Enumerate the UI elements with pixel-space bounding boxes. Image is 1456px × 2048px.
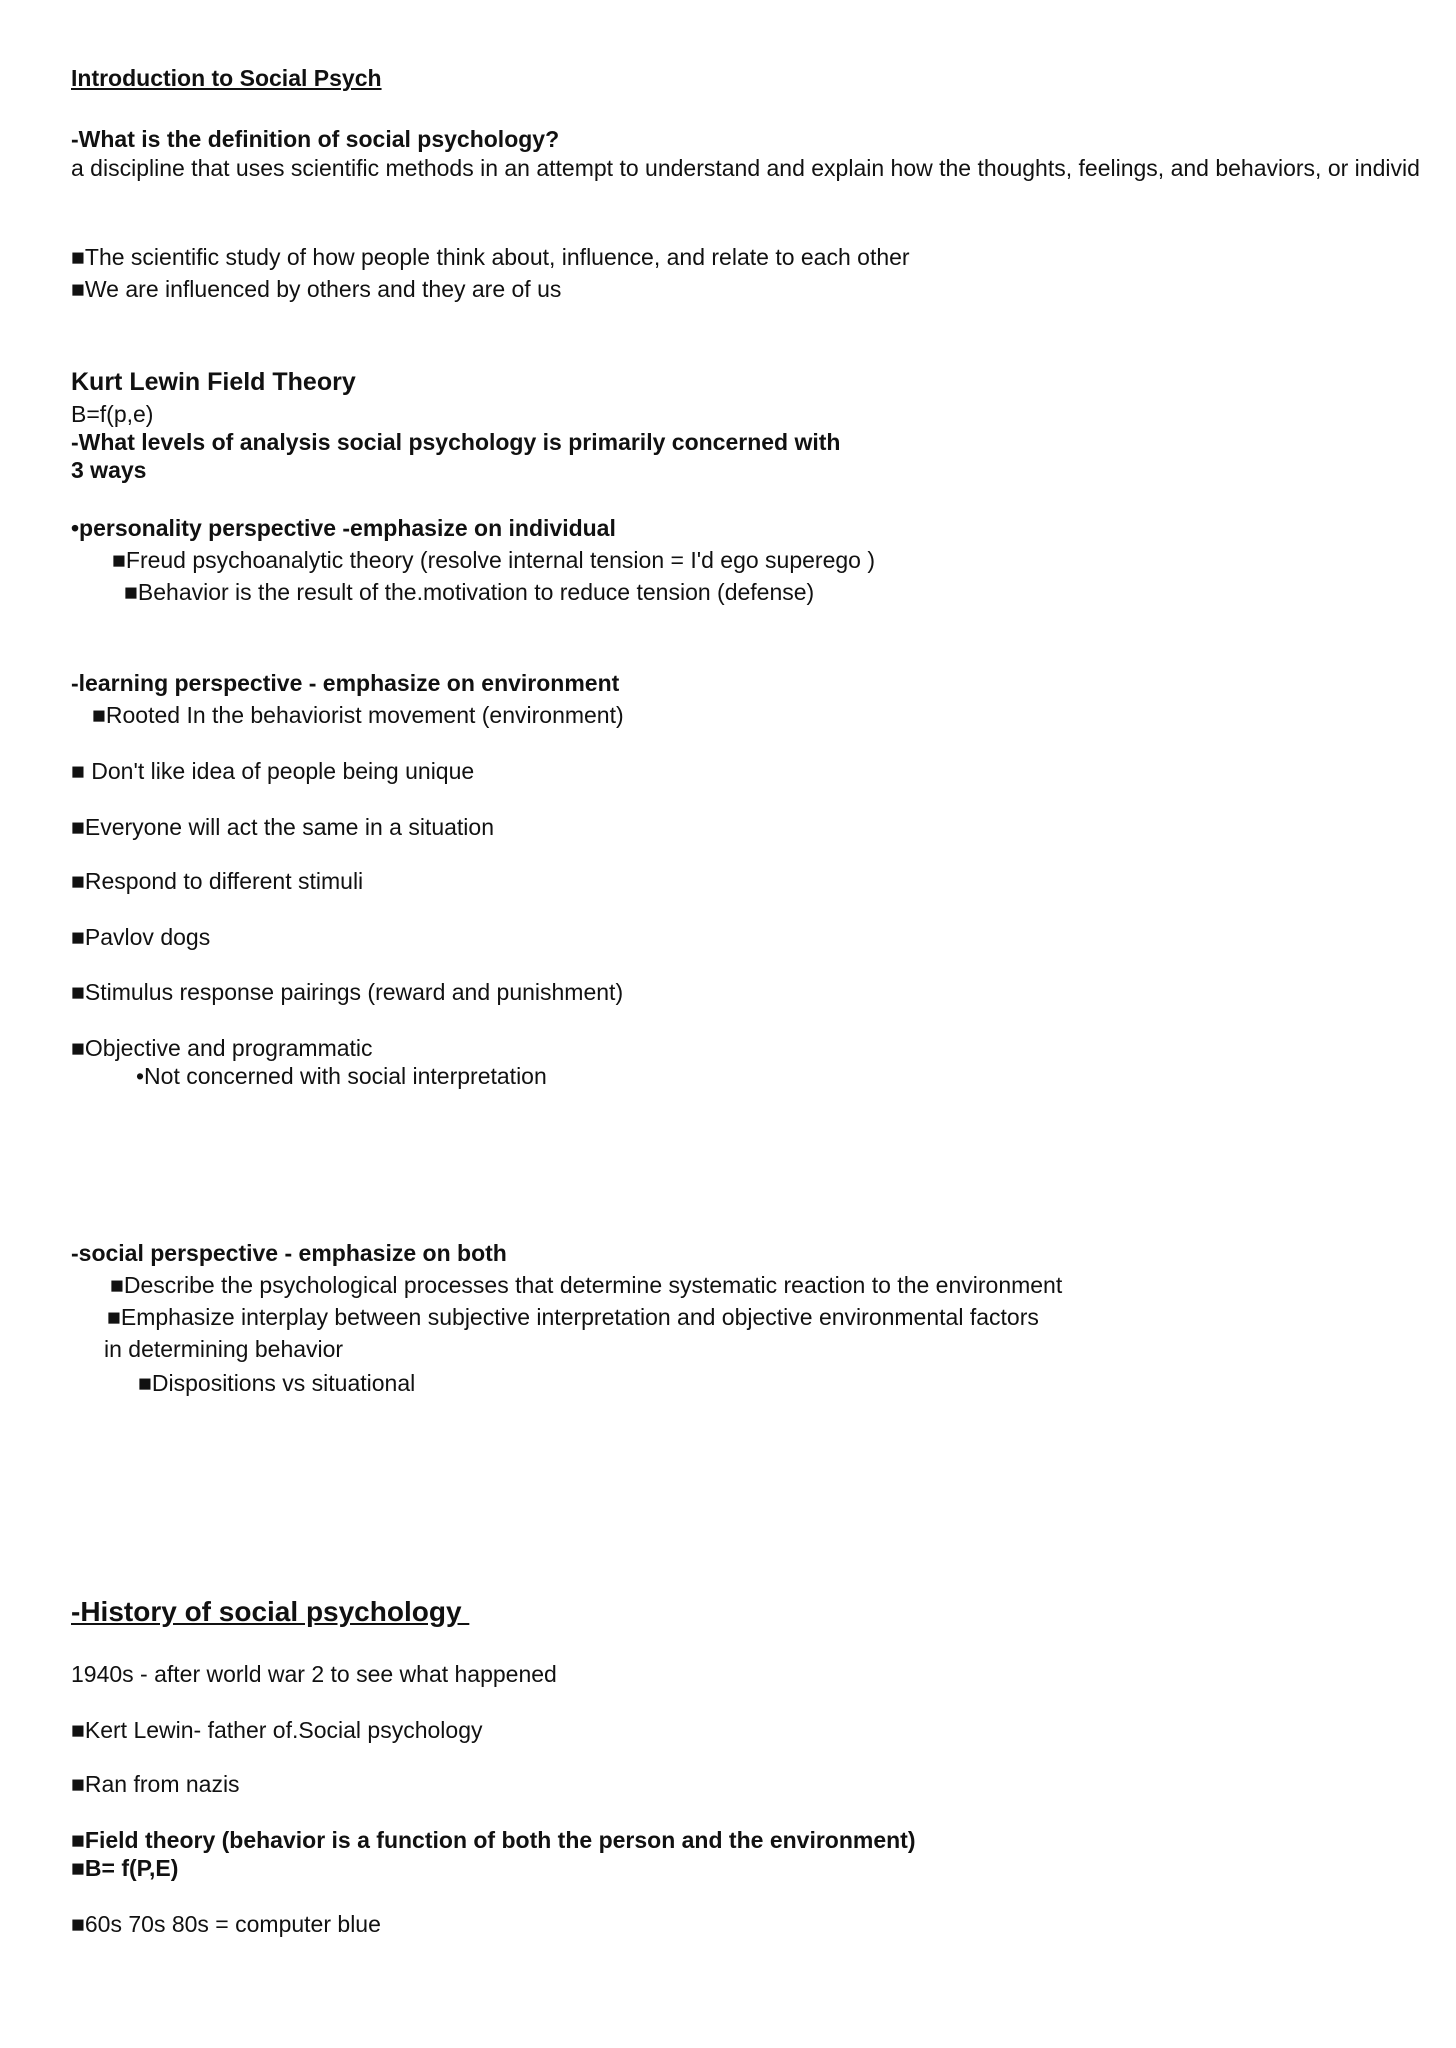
history-point: 1940s - after world war 2 to see what happened: [71, 1661, 557, 1687]
lewin-heading: Kurt Lewin Field Theory: [71, 368, 356, 396]
learning-subpoint: •Not concerned with social interpretation: [136, 1063, 547, 1089]
document-title: Introduction to Social Psych: [71, 65, 382, 91]
learning-point: ■Objective and programmatic: [71, 1035, 373, 1061]
learning-point: ■Everyone will act the same in a situation: [71, 814, 494, 840]
social-heading: -social perspective - emphasize on both: [71, 1240, 507, 1266]
learning-point: ■Pavlov dogs: [71, 924, 211, 950]
social-point: ■Emphasize interplay between subjective interpretation and objective environmental factors: [107, 1304, 1039, 1330]
personality-point: ■Freud psychoanalytic theory (resolve internal tension = I'd ego superego ): [112, 547, 876, 573]
history-point: ■Kert Lewin- father of.Social psychology: [71, 1717, 483, 1743]
levels-question: -What levels of analysis social psychology is primarily concerned with: [71, 429, 841, 455]
definition-answer: a discipline that uses scientific methods in an attempt to understand and explain how the thoughts, feelings, and behaviors, or individ: [71, 155, 1420, 181]
personality-heading: •personality perspective -emphasize on individual: [71, 515, 616, 541]
personality-point: ■Behavior is the result of the.motivation to reduce tension (defense): [124, 579, 815, 605]
social-point: ■Describe the psychological processes that determine systematic reaction to the environment: [110, 1272, 1063, 1298]
learning-point: ■Stimulus response pairings (reward and punishment): [71, 979, 624, 1005]
learning-point: ■Respond to different stimuli: [71, 868, 364, 894]
history-point: ■Ran from nazis: [71, 1771, 240, 1797]
history-point: ■60s 70s 80s = computer blue: [71, 1911, 381, 1937]
history-heading: -History of social psychology: [71, 1596, 470, 1627]
learning-point: ■ Don't like idea of people being unique: [71, 758, 475, 784]
social-point-continuation: in determining behavior: [104, 1336, 344, 1362]
three-ways-label: 3 ways: [71, 457, 147, 483]
history-point: ■Field theory (behavior is a function of both the person and the environment): [71, 1827, 916, 1853]
learning-point: ■Rooted In the behaviorist movement (environment): [92, 702, 624, 728]
definition-question: -What is the definition of social psychology?: [71, 126, 560, 152]
social-subpoint: ■Dispositions vs situational: [138, 1370, 416, 1396]
learning-heading: -learning perspective - emphasize on environment: [71, 670, 620, 696]
lewin-formula: B=f(p,e): [71, 401, 154, 427]
intro-point: ■We are influenced by others and they are of us: [71, 276, 562, 302]
history-point: ■B= f(P,E): [71, 1855, 179, 1881]
intro-point: ■The scientific study of how people think about, influence, and relate to each other: [71, 244, 910, 270]
